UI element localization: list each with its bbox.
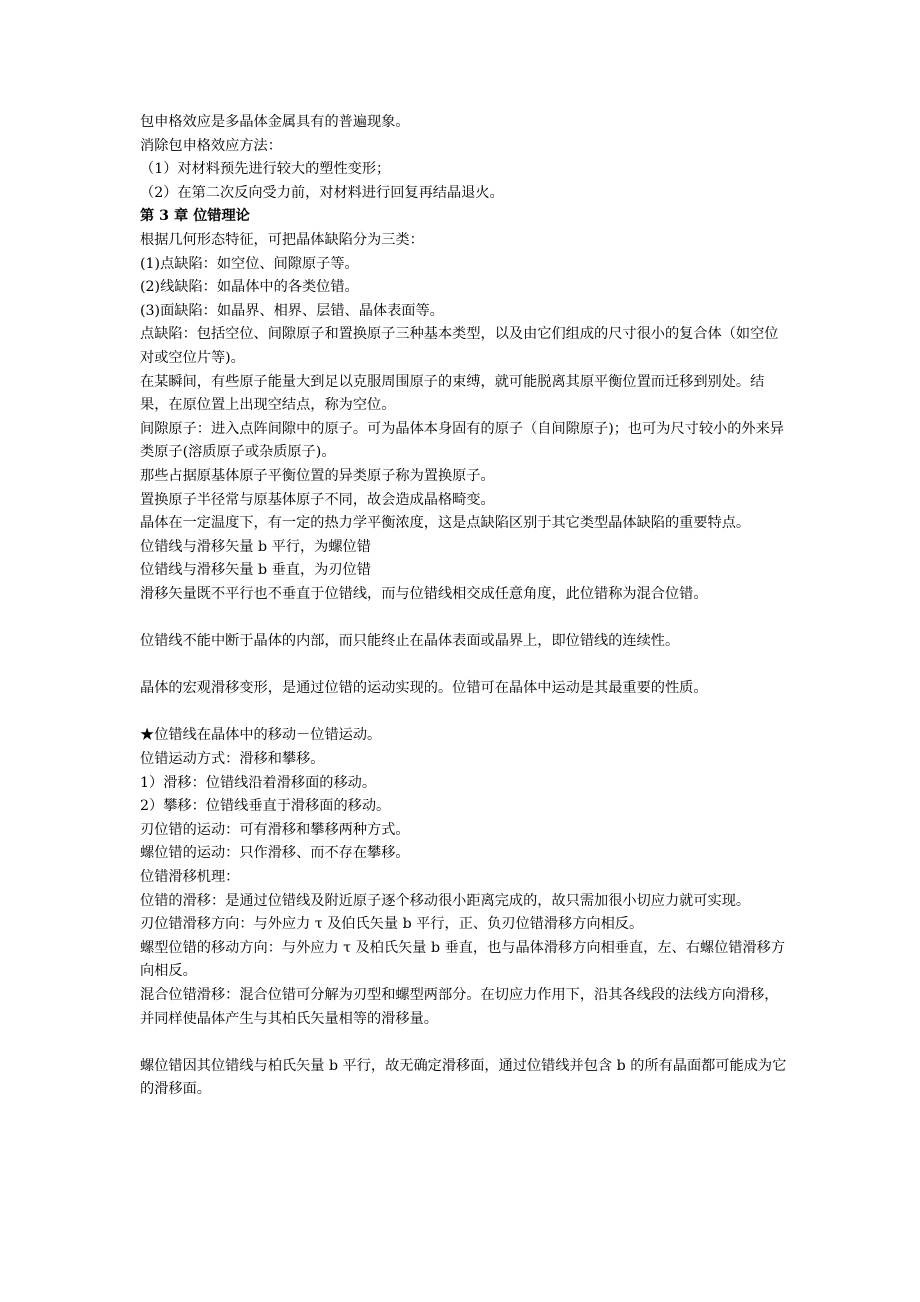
paragraph: 滑移矢量既不平行也不垂直于位错线，而与位错线相交成任意角度，此位错称为混合位错。 — [140, 585, 708, 602]
paragraph: 位错的滑移：是通过位错线及附近原子逐个移动很小距离完成的，故只需加很小切应力就可实现。 — [140, 892, 751, 909]
paragraph: 螺位错的运动：只作滑移、而不存在攀移。 — [140, 845, 410, 862]
paragraph: 位错运动方式：滑移和攀移。 — [140, 751, 325, 768]
list-item: (2)线缺陷：如晶体中的各类位错。 — [140, 279, 359, 296]
paragraph: 间隙原子：进入点阵间隙中的原子。可为晶体本身固有的原子（自间隙原子)；也可为尺寸较小的外来异类原子(溶质原子或杂质原子)。 — [140, 420, 784, 461]
chapter-heading: 第 3 章 位错理论 — [140, 208, 250, 225]
paragraph: 点缺陷：包括空位、间隙原子和置换原子三种基本类型，以及由它们组成的尺寸很小的复合体（如空位对或空位片等)。 — [140, 326, 779, 366]
list-item: （1）对材料预先进行较大的塑性变形； — [140, 161, 391, 178]
document-page — [140, 111, 790, 1102]
list-item: （2）在第二次反向受力前，对材料进行回复再结晶退火。 — [140, 184, 504, 201]
paragraph: 在某瞬间，有些原子能量大到足以克服周围原子的束缚，就可能脱离其原平衡位置而迁移到别处。结果，在原位置上出现空结点，称为空位。 — [140, 373, 765, 414]
paragraph: 那些占据原基体原子平衡位置的异类原子称为置换原子。 — [140, 467, 495, 484]
paragraph: 螺型位错的移动方向：与外应力 τ 及柏氏矢量 b 垂直，也与晶体滑移方向相垂直，左、右螺位错滑移方向相反。 — [140, 939, 786, 980]
paragraph: 晶体的宏观滑移变形，是通过位错的运动实现的。位错可在晶体中运动是其最重要的性质。 — [140, 680, 708, 697]
paragraph: 位错线与滑移矢量 b 平行，为螺位错 — [140, 538, 371, 555]
paragraph: 位错滑移机理： — [140, 869, 240, 885]
blank-line — [140, 606, 790, 630]
list-item: 1）滑移：位错线沿着滑移面的移动。 — [140, 774, 377, 791]
paragraph: 晶体在一定温度下，有一定的热力学平衡浓度，这是点缺陷区别于其它类型晶体缺陷的重要特点。 — [140, 515, 751, 532]
paragraph: 置换原子半径常与原基体原子不同，故会造成晶格畸变。 — [140, 491, 495, 508]
paragraph: 根据几何形态特征，可把晶体缺陷分为三类： — [140, 231, 424, 248]
blank-line — [140, 1031, 790, 1055]
paragraph: 位错线与滑移矢量 b 垂直，为刃位错 — [140, 562, 371, 579]
paragraph: 消除包申格效应方法： — [140, 137, 282, 154]
blank-line — [140, 654, 790, 678]
paragraph: ★位错线在晶体中的移动－位错运动。 — [140, 727, 382, 744]
paragraph: 位错线不能中断于晶体的内部，而只能终止在晶体表面或晶界上，即位错线的连续性。 — [140, 633, 680, 650]
paragraph: 包申格效应是多晶体金属具有的普遍现象。 — [140, 114, 410, 130]
paragraph: 刃位错滑移方向：与外应力 τ 及伯氏矢量 b 平行，正、负刃位错滑移方向相反。 — [140, 916, 644, 933]
paragraph: 混合位错滑移：混合位错可分解为刃型和螺型两部分。在切应力作用下，沿其各线段的法线方向滑移，并同样使晶体产生与其柏氏矢量相等的滑移量。 — [140, 986, 779, 1027]
paragraph: 螺位错因其位错线与柏氏矢量 b 平行，故无确定滑移面，通过位错线并包含 b 的所有晶面都可能成为它的滑移面。 — [140, 1057, 787, 1098]
paragraph: 刃位错的运动：可有滑移和攀移两种方式。 — [140, 821, 410, 838]
list-item: 2）攀移：位错线垂直于滑移面的移动。 — [140, 798, 391, 815]
list-item: (1)点缺陷：如空位、间隙原子等。 — [140, 255, 359, 272]
blank-line — [140, 701, 790, 725]
list-item: (3)面缺陷：如晶界、相界、层错、晶体表面等。 — [140, 302, 444, 319]
